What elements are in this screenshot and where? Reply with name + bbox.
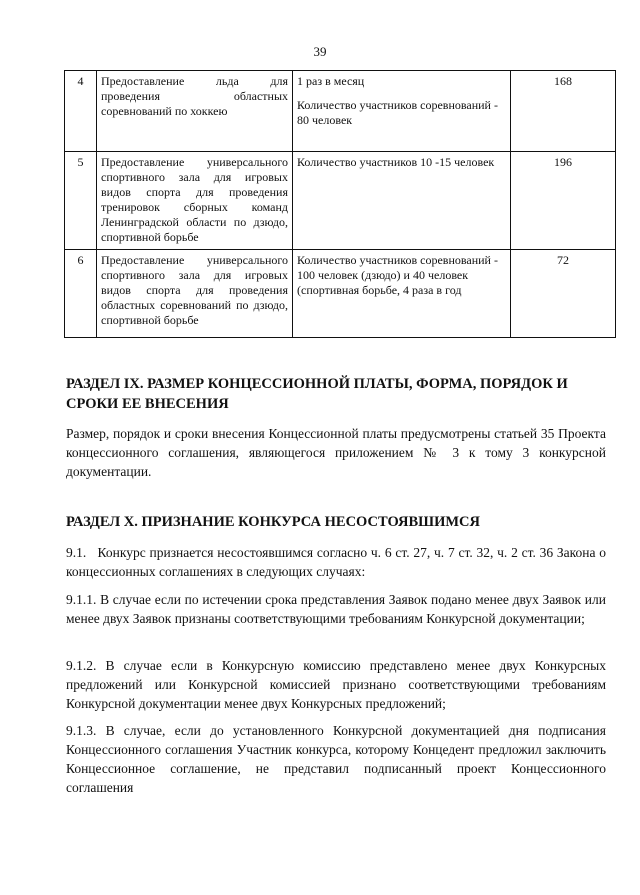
table-row [65,250,616,338]
row-number: 4 [65,71,97,152]
row-number: 6 [65,250,97,338]
condition-line: Количество участников соревнований - 80 человек [297,98,498,127]
service-conditions [293,250,511,338]
paragraph-9-1-3: 9.1.3. В случае, если до установленного Конкурсной документацией дня подписания Концессионного соглашения Участник конкурса, которому Концедент предложил заключить Концессионное соглашение, не представил подписанный проект Концессионного соглашения [66,723,606,795]
service-value: 196 [511,152,616,250]
paragraph-9-1-2: 9.1.2. В случае если в Конкурсную комиссию представлено менее двух Конкурсных предложений или Конкурсной комиссией признано соответствующими требованиям Конкурсной документации менее двух Конкурсных предложений; [66,658,606,711]
service-description: Предоставление универсального спортивного зала для игровых видов спорта для проведения тренировок сборных команд Ленинградской области по дзюдо, спортивной борьбе [97,152,293,250]
service-value: 72 [511,250,616,338]
service-value: 168 [511,71,616,152]
page-number: 39 [313,44,327,59]
services-table [64,70,616,338]
service-description: Предоставление универсального спортивного зала для игровых видов спорта для проведения областных соревнований по дзюдо, спортивной борьбе [97,250,293,338]
service-conditions [293,71,511,152]
condition-line: Количество участников соревнований - 100 человек (дзюдо) и 40 человек (спортивная борьбе, 4 раза в год [297,253,498,297]
paragraph-9-1: 9.1. Конкурс признается несостоявшимся согласно ч. 6 ст. 27, ч. 7 ст. 32, ч. 2 ст. 36 Закона о концессионных соглашениях в следующих случаях: [66,545,610,579]
section-9-text: Размер, порядок и сроки внесения Концессионной платы предусмотрены статьей 35 Проекта концессионного соглашения, являющегося приложением № 3 к тому 3 конкурсной документации. [66,426,606,479]
row-number: 5 [65,152,97,250]
section-10-heading: РАЗДЕЛ X. ПРИЗНАНИЕ КОНКУРСА НЕСОСТОЯВШИМСЯ [66,514,480,530]
condition-line: Количество участников 10 -15 человек [297,155,495,169]
section-9-heading: РАЗДЕЛ IX. РАЗМЕР КОНЦЕССИОННОЙ ПЛАТЫ, ФОРМА, ПОРЯДОК И СРОКИ ЕЕ ВНЕСЕНИЯ [66,376,568,412]
table-row [65,152,616,250]
service-conditions [293,152,511,250]
condition-line: 1 раз в месяц [297,74,365,88]
service-description: Предоставление льда для проведения областных соревнований по хоккею [97,71,293,152]
paragraph-9-1-1: 9.1.1. В случае если по истечении срока представления Заявок подано менее двух Заявок или менее двух Заявок признаны соответствующими требованиям Конкурсной документации; [66,592,606,626]
table-row [65,71,616,152]
